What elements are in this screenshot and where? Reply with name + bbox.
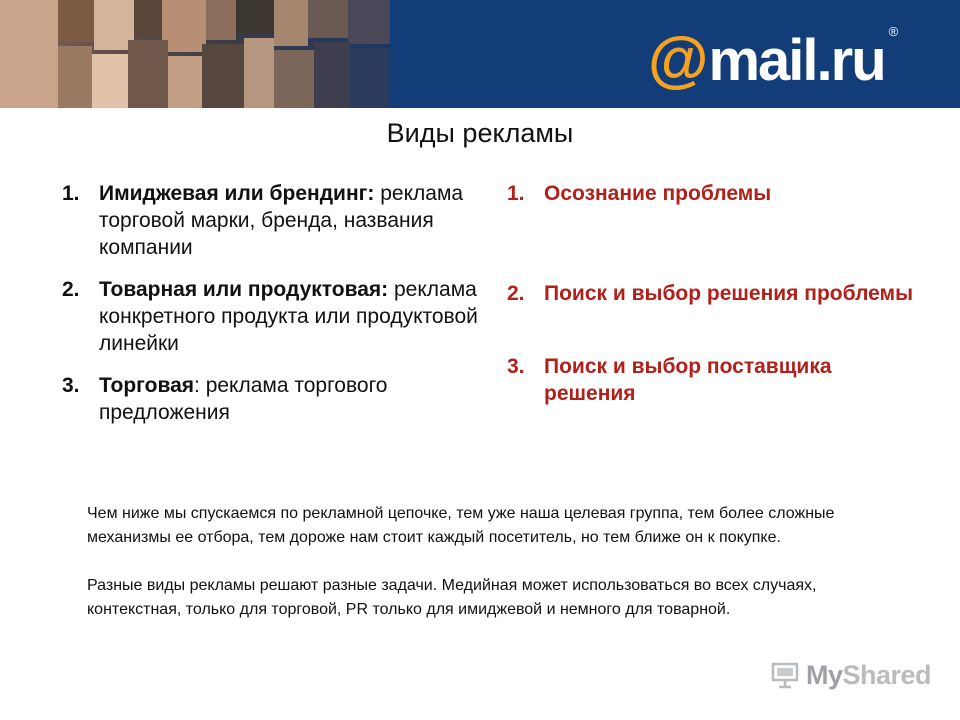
ad-types-list — [62, 180, 492, 441]
logo-registered-mark: ® — [888, 24, 899, 39]
item-text — [99, 276, 492, 357]
photo-tile — [308, 0, 348, 38]
photo-tile — [206, 0, 236, 40]
logo-wordmark: mail.ru — [708, 28, 885, 93]
ad-type-item — [62, 276, 492, 357]
photo-tile — [348, 0, 390, 44]
item-description: реклама торговой марки, бренда, названия компании — [99, 182, 464, 259]
photo-tile — [274, 0, 308, 46]
photo-tile — [92, 54, 128, 108]
photo-tile — [244, 38, 274, 108]
photo-tile — [134, 0, 162, 36]
logo-at-sign: @ — [648, 25, 707, 94]
photo-tile — [0, 0, 58, 108]
item-number: 3. — [507, 355, 525, 378]
item-number: 2. — [62, 278, 80, 301]
header-banner — [0, 0, 960, 108]
myshared-shared: Shared — [842, 659, 932, 690]
item-number: 1. — [507, 182, 525, 205]
photo-tile — [202, 44, 244, 108]
photo-tile — [350, 48, 390, 108]
ad-type-item — [62, 372, 492, 426]
item-description: реклама конкретного продукта или продуктовой линейки — [99, 278, 478, 355]
item-number: 2. — [507, 282, 525, 305]
myshared-label — [806, 660, 931, 691]
item-heading: Торговая — [99, 374, 195, 397]
item-text: Поиск и выбор поставщика решения — [544, 355, 832, 405]
photo-tile — [274, 50, 314, 108]
item-description: : реклама торгового предложения — [99, 374, 388, 424]
photo-tile — [58, 46, 92, 108]
stage-item — [507, 353, 927, 407]
photo-tile — [236, 0, 274, 34]
item-number: 3. — [62, 374, 80, 397]
presentation-icon — [770, 660, 800, 690]
photo-tile — [162, 0, 206, 52]
notes-text — [87, 502, 907, 646]
item-text: Поиск и выбор решения проблемы — [544, 282, 913, 305]
note-paragraph: Чем ниже мы спускаемся по рекламной цепочке, тем уже наша целевая группа, тем более сложные механизмы ее отбора, тем дороже нам стоит каждый посетитель, но тем ближе он к покупке. — [87, 505, 835, 546]
people-photo-collage — [0, 0, 390, 108]
note-paragraph: Разные виды рекламы решают разные задачи. Медийная может использоваться во всех случаях, контекстная, только для торговой, PR только для имиджевой и немного для товарной. — [87, 577, 817, 618]
ad-type-item — [62, 180, 492, 261]
item-text: Осознание проблемы — [544, 182, 772, 205]
item-heading: Товарная или продуктовая: — [99, 278, 389, 301]
photo-tile — [128, 40, 168, 108]
slide-title: Виды рекламы — [386, 118, 574, 148]
myshared-watermark — [770, 660, 931, 690]
photo-tile — [314, 42, 350, 108]
photo-tile — [168, 56, 202, 108]
stage-item — [507, 180, 927, 207]
item-number: 1. — [62, 182, 80, 205]
item-text — [99, 180, 492, 261]
photo-tile — [58, 0, 94, 42]
myshared-my: My — [806, 659, 843, 690]
item-text — [99, 372, 492, 426]
item-heading: Имиджевая или брендинг: — [99, 182, 375, 205]
mailru-logo — [648, 24, 899, 94]
stage-item — [507, 280, 927, 307]
buying-stages-list — [507, 180, 927, 422]
